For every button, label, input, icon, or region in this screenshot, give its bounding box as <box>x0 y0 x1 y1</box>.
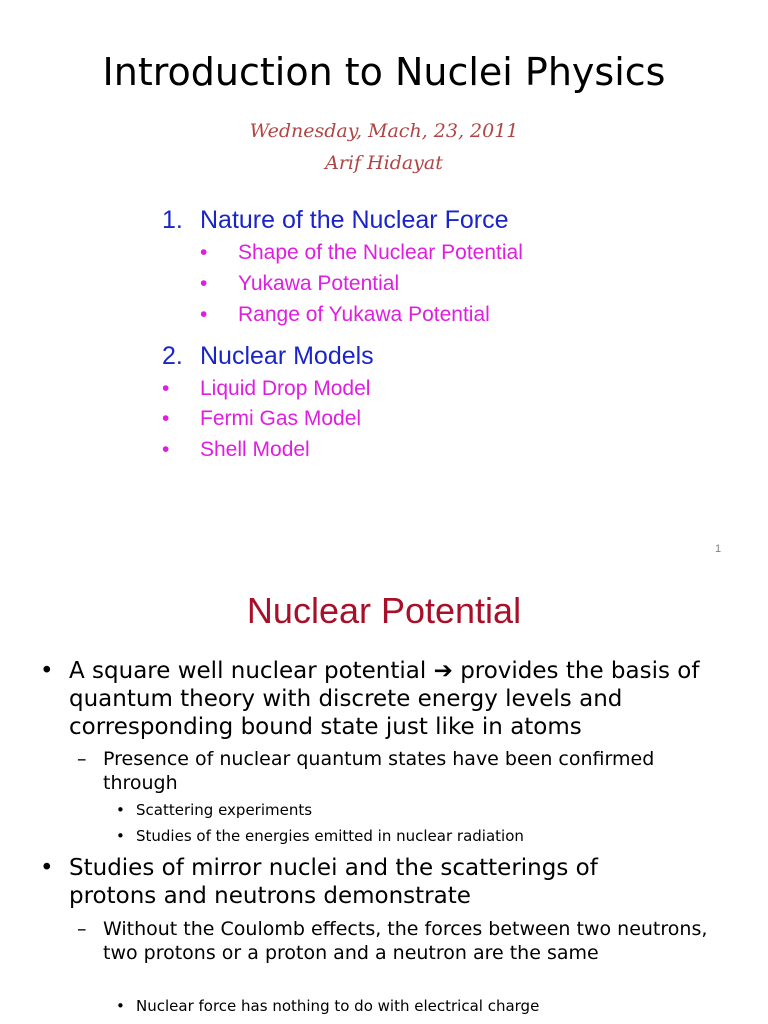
section-1-label: Nature of the Nuclear Force <box>200 206 509 234</box>
bullet-icon: • <box>200 303 208 326</box>
slide-title: Nuclear Potential <box>246 590 522 631</box>
list-item <box>162 376 642 404</box>
bullet-1-text-start: A square well nuclear potential <box>69 658 427 684</box>
section-2-label: Nuclear Models <box>200 342 374 370</box>
right-arrow-icon: ➔ <box>433 658 453 684</box>
section-1-heading <box>162 205 682 237</box>
section-1-item-1: Shape of the Nuclear Potential <box>238 241 523 264</box>
section-1-item-2: Yukawa Potential <box>238 272 400 295</box>
bullet-icon: • <box>162 407 170 430</box>
bullet-icon: • <box>116 997 125 1015</box>
bullet-icon: • <box>40 658 54 684</box>
slide-2 <box>0 571 768 1024</box>
list-item <box>200 271 680 299</box>
dash-icon: – <box>77 748 87 770</box>
bullet-2-detail-1: Nuclear force has nothing to do with electrical charge <box>136 997 540 1015</box>
list-item <box>162 437 642 465</box>
section-2-heading <box>162 341 682 373</box>
presentation-date: Wednesday, Mach, 23, 2011 <box>249 120 519 142</box>
dash-icon: – <box>77 918 87 940</box>
section-2-item-1: Liquid Drop Model <box>200 377 371 400</box>
section-2-item-2: Fermi Gas Model <box>200 407 362 430</box>
bullet-1-text <box>69 657 741 741</box>
section-2-item-3: Shell Model <box>200 438 310 461</box>
bullet-icon: • <box>116 827 125 845</box>
bullet-1-text-end: provides the basis of quantum theory with discrete energy levels and corresponding bound state just like in atoms <box>69 658 700 740</box>
bullet-1-subpoint: Presence of nuclear quantum states have been confirmed through <box>103 748 655 794</box>
section-1-item-3: Range of Yukawa Potential <box>238 303 490 326</box>
bullet-icon: • <box>162 438 170 461</box>
list-item <box>200 240 680 268</box>
author-name: Arif Hidayat <box>325 152 443 174</box>
list-item <box>162 406 642 434</box>
bullet-icon: • <box>40 855 54 881</box>
bullet-icon: • <box>200 241 208 264</box>
bullet-2-text: Studies of mirror nuclei and the scatterings of protons and neutrons demonstrate <box>69 855 598 909</box>
bullet-icon: • <box>200 272 208 295</box>
section-2-number: 2. <box>162 342 183 370</box>
slide-title: Introduction to Nuclei Physics <box>102 50 666 94</box>
section-1-number: 1. <box>162 206 183 234</box>
page-number: 1 <box>715 543 722 555</box>
bullet-2-subpoint: Without the Coulomb effects, the forces between two neutrons, two protons or a proton and a neutron are the same <box>103 918 708 964</box>
bullet-icon: • <box>116 801 125 819</box>
list-item <box>200 302 680 330</box>
bullet-1-detail-2: Studies of the energies emitted in nuclear radiation <box>136 827 524 845</box>
bullet-1-detail-1: Scattering experiments <box>136 801 313 819</box>
bullet-icon: • <box>162 377 170 400</box>
